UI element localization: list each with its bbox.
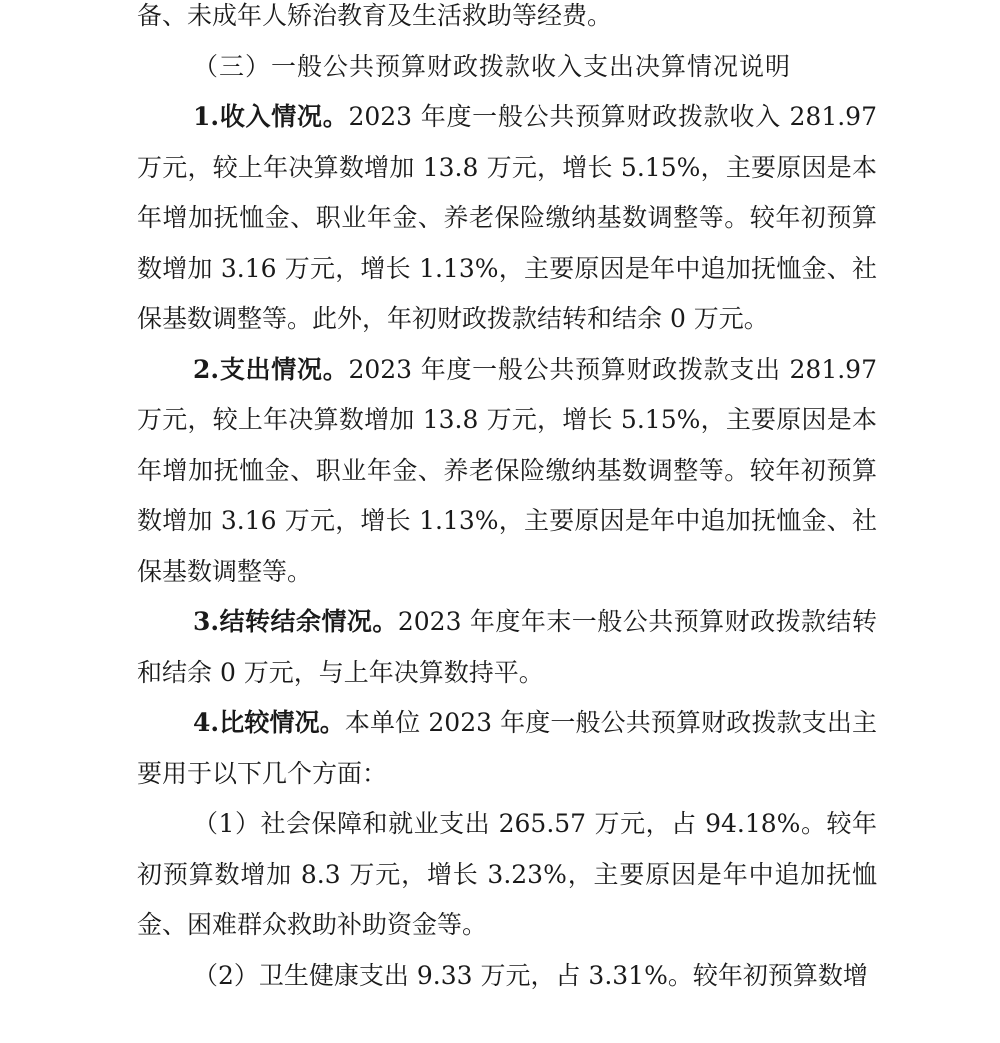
section-heading xyxy=(137,42,877,93)
paragraph-continued xyxy=(137,0,877,42)
paragraph-text: 本单位 2023 年度一般公共预算财政拨款支出主要用于以下几个方面： xyxy=(137,708,877,788)
paragraph-expenditure xyxy=(137,345,877,598)
paragraph-text: （2）卫生健康支出 9.33 万元，占 3.31%。较年初预算数增 xyxy=(193,960,868,990)
paragraph-text: 2023 年度一般公共预算财政拨款支出 281.97 万元，较上年决算数增加 13.8 万元，增长 5.15%，主要原因是本年增加抚恤金、职业年金、养老保险缴纳基数调整等。较年初预算数增加 3.16 万元，增长 1.13%，主要原因是年中追加抚恤金、社保基数调整等。 xyxy=(137,354,877,586)
paragraph-item-health xyxy=(137,951,877,1002)
paragraph-lead: 4.比较情况。 xyxy=(193,708,345,737)
paragraph-lead: 1.收入情况。 xyxy=(193,102,349,131)
paragraph-lead: 2.支出情况。 xyxy=(193,354,349,384)
paragraph-text: 2023 年度一般公共预算财政拨款收入 281.97 万元，较上年决算数增加 13.8 万元，增长 5.15%，主要原因是本年增加抚恤金、职业年金、养老保险缴纳基数调整等。较年初预算数增加 3.16 万元，增长 1.13%，主要原因是年中追加抚恤金、社保基数调整等。此外，年初财政拨款结转和结余 0 万元。 xyxy=(137,102,877,333)
section-heading-text: （三）一般公共预算财政拨款收入支出决算情况说明 xyxy=(193,51,792,81)
paragraph-balance xyxy=(137,597,877,698)
document-page xyxy=(137,0,877,1001)
paragraph-text: 2023 年度年末一般公共预算财政拨款结转和结余 0 万元，与上年决算数持平。 xyxy=(137,607,877,687)
paragraph-text: 备、未成年人矫治教育及生活救助等经费。 xyxy=(137,1,613,30)
paragraph-item-social-security xyxy=(137,799,877,951)
paragraph-lead: 3.结转结余情况。 xyxy=(193,607,398,636)
paragraph-income xyxy=(137,92,877,345)
paragraph-text: （1）社会保障和就业支出 265.57 万元，占 94.18%。较年初预算数增加 8.3 万元，增长 3.23%，主要原因是年中追加抚恤金、困难群众救助补助资金等。 xyxy=(137,809,877,939)
paragraph-comparison xyxy=(137,698,877,799)
